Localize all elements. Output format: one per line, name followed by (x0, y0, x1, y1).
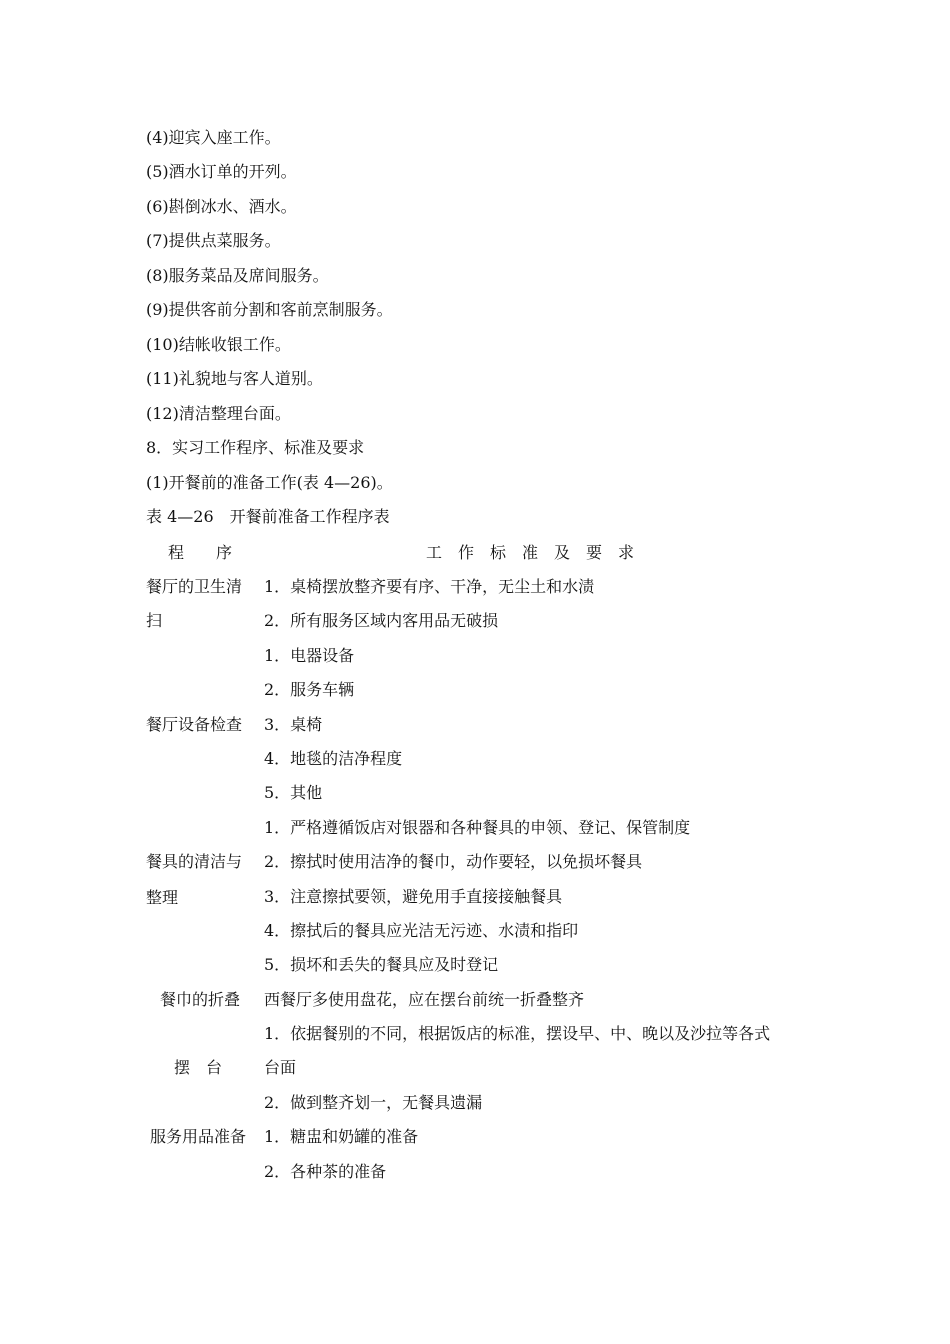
list-item: (8)服务菜品及席间服务。 (146, 266, 329, 285)
procedure-cell: 整理 (146, 887, 179, 907)
standard-item: 2．所有服务区域内客用品无破损 (264, 611, 499, 631)
procedure-table (146, 536, 806, 1189)
standard-item: 5．其他 (264, 783, 323, 803)
standard-item: 西餐厅多使用盘花，应在摆台前统一折叠整齐 (264, 989, 585, 1009)
standard-item: 1．糖盅和奶罐的准备 (264, 1127, 419, 1147)
standard-item: 台面 (264, 1058, 297, 1078)
procedure-cell: 摆 台 (174, 1058, 223, 1078)
table-row (146, 811, 806, 983)
standard-item: 3．桌椅 (264, 714, 323, 734)
list-item: (10)结帐收银工作。 (146, 335, 291, 354)
standard-item: 2．各种茶的准备 (264, 1161, 387, 1181)
procedure-cell: 餐厅的卫生清 (146, 577, 243, 596)
procedure-cell: 餐具的清洁与 (146, 852, 243, 872)
standard-item: 2．擦拭时使用洁净的餐巾，动作要轻，以免损坏餐具 (264, 852, 643, 872)
list-item: (5)酒水订单的开列。 (146, 162, 297, 181)
table-row (146, 639, 806, 811)
procedure-cell: 餐巾的折叠 (160, 989, 241, 1009)
standard-item: 2．服务车辆 (264, 680, 355, 700)
list-item: (11)礼貌地与客人道别。 (146, 369, 323, 388)
standard-item: 5．损坏和丢失的餐具应及时登记 (264, 955, 499, 975)
standard-item: 2．做到整齐划一，无餐具遗漏 (264, 1092, 483, 1112)
procedure-cell: 服务用品准备 (150, 1127, 247, 1147)
standard-item: 4．擦拭后的餐具应光洁无污迹、水渍和指印 (264, 920, 579, 940)
list-item: (9)提供客前分割和客前烹制服务。 (146, 300, 393, 319)
standard-item: 1．桌椅摆放整齐要有序、干净，无尘土和水渍 (264, 577, 595, 596)
table-caption: 表 4—26 开餐前准备工作程序表 (146, 507, 390, 526)
procedure-cell: 餐厅设备检查 (146, 714, 243, 734)
list-item: (12)清洁整理台面。 (146, 404, 291, 423)
section-heading: 8．实习工作程序、标准及要求 (146, 438, 365, 457)
table-row (146, 983, 806, 1017)
standard-item: 1．电器设备 (264, 645, 355, 665)
list-item: (7)提供点菜服务。 (146, 231, 281, 250)
table-row (146, 570, 806, 639)
procedure-cell: 扫 (146, 611, 163, 631)
standard-item: 3．注意擦拭要领，避免用手直接接触餐具 (264, 886, 563, 906)
table-row (146, 1017, 806, 1120)
header-procedure: 程 序 (168, 543, 233, 562)
header-standard: 工 作 标 准 及 要 求 (426, 543, 635, 562)
table-header-row (146, 536, 806, 570)
standard-item: 1．严格遵循饭店对银器和各种餐具的申领、登记、保管制度 (264, 817, 691, 837)
subsection-heading: (1)开餐前的准备工作(表 4—26)。 (146, 473, 393, 492)
list-item: (4)迎宾入座工作。 (146, 128, 281, 147)
standard-item: 1．依据餐别的不同，根据饭店的标准，摆设早、中、晚以及沙拉等各式 (264, 1024, 771, 1044)
table-row (146, 1120, 806, 1189)
standard-item: 4．地毯的洁净程度 (264, 748, 403, 768)
list-item: (6)斟倒冰水、酒水。 (146, 197, 297, 216)
